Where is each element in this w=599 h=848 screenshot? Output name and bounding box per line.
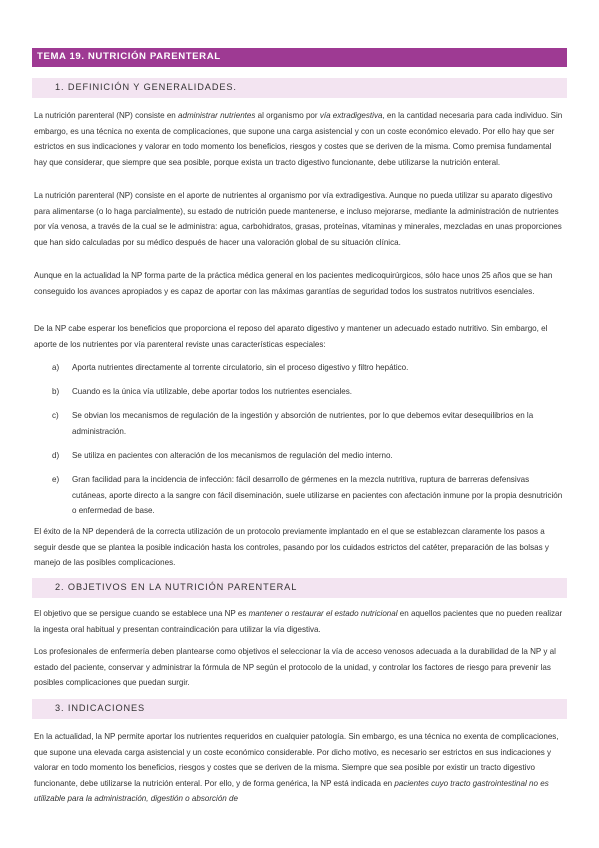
paragraph-np-description: La nutrición parenteral (NP) consiste en el aporte de nutrientes al organismo por vía extradigestiva. Aunque no pueda utilizar su aparato digestivo para alimentarse (o lo haga parcialmente), su estado de nutrición puede mantenerse, e incluso mejorarse, mediante la administración de nutrientes por vía venosa, a través de la cual se le administra: agua, carbohidratos, grasas, proteínas, vitaminas y minerales, mezcladas en unas proporciones que han sido calculadas por su médico después de hacer una valoración global de su situación clínica.	[34, 191, 562, 247]
paragraph-objective: El objetivo que se persigue cuando se establece una NP es mantener o restaurar el estado nutricional en aquellos pacientes que no pueden realizar la ingesta oral habitual y presentan contraindicación para utilizar la vía digestiva.	[34, 609, 563, 634]
list-marker: d)	[52, 451, 60, 460]
list-item	[52, 472, 564, 519]
list-item-text: Se utiliza en pacientes con alteración de los mecanismos de regulación del medio interno.	[72, 451, 393, 460]
list-marker: b)	[52, 387, 60, 396]
paragraph-indications: En la actualidad, la NP permite aportar los nutrientes requeridos en cualquier patología. Sin embargo, es una técnica no exenta de complicaciones, que supone una elevada carga asistencial y un coste económico considerable. Por dicho motivo, es necesario ser estrictos en sus indicaciones y valorar en todo momento los beneficios, riesgos y costes que se deriven de la misma. Siempre que sea posible por existir un tracto digestivo funcionante, debe utilizarse la nutrición enteral. Por ello, y de forma genérica, la NP está indicada en pacientes cuyo tracto gastrointestinal no es utilizable para la administración, digestión o absorción de	[34, 732, 559, 804]
section-title: 2. OBJETIVOS EN LA NUTRICIÓN PARENTERAL	[55, 582, 298, 592]
section-header-3	[32, 699, 567, 719]
section-title: 3. INDICACIONES	[55, 703, 146, 713]
paragraph-definition: La nutrición parenteral (NP) consiste en administrar nutrientes al organismo por vía extradigestiva, en la cantidad necesaria para cada individuo. Sin embargo, es una técnica no exenta de complicaciones, que supone una carga asistencial y con un coste económico elevado. Por ello hay que ser estrictos en sus indicaciones y valorar en todo momento los beneficios, riesgos y costes que se deriven de la misma. Como premisa fundamental hay que considerar, que siempre que sea posible, porque exista un tracto digestivo funcionante, debe utilizarse la nutrición enteral.	[34, 111, 563, 167]
section-header-1	[32, 78, 567, 98]
chapter-header-bar	[32, 48, 567, 67]
list-marker: e)	[52, 475, 60, 484]
emphasis-text: mantener o restaurar el estado nutricional	[248, 609, 398, 618]
emphasis-text: pacientes cuyo tracto gastrointestinal no es utilizable para la administración, digestión o absorción de	[34, 778, 549, 804]
paragraph-benefits: De la NP cabe esperar los beneficios que proporciona el reposo del aparato digestivo y mantener un adecuado estado nutritivo. Sin embargo, el aporte de los nutrientes por vía parenteral reviste unas características especiales:	[34, 324, 548, 349]
list-item-text: Aporta nutrientes directamente al torrente circulatorio, sin el proceso digestivo y filtro hepático.	[72, 363, 409, 372]
chapter-title: TEMA 19. NUTRICIÓN PARENTERAL	[37, 51, 221, 62]
list-marker: c)	[52, 411, 59, 420]
list-item	[52, 360, 564, 376]
emphasis-text: vía extradigestiva	[319, 111, 383, 120]
list-item-text: Cuando es la única vía utilizable, debe aportar todos los nutrientes esenciales.	[72, 387, 353, 396]
list-item-text: Gran facilidad para la incidencia de infección: fácil desarrollo de gérmenes en la mezcla nutritiva, ruptura de barreras defensivas cutáneas, aporte directo a la sangre con fácil diseminación, suele utilizarse en pacientes con afectación inmune por la propia desnutrición o enfermedad de base.	[72, 475, 563, 516]
paragraph-history: Aunque en la actualidad la NP forma parte de la práctica médica general en los pacientes medicoquirúrgicos, sólo hace unos 25 años que se han conseguido los avances apropiados y es capaz de aportar con las máximas garantías de seguridad todos los sustratos nutritivos esenciales.	[34, 271, 553, 296]
emphasis-text: administrar nutrientes	[178, 111, 256, 120]
list-item-text: Se obvian los mecanismos de regulación de la ingestión y absorción de nutrientes, por lo que debemos evitar desequilibrios en la administración.	[72, 411, 534, 436]
list-item	[52, 384, 564, 400]
section-header-2	[32, 578, 567, 598]
list-marker: a)	[52, 363, 60, 372]
section-title: 1. DEFINICIÓN Y GENERALIDADES.	[55, 82, 237, 92]
list-item	[52, 448, 564, 464]
paragraph-nursing: Los profesionales de enfermería deben plantearse como objetivos el seleccionar la vía de acceso venosos adecuada a la durabilidad de la NP y al estado del paciente, conservar y administrar la fórmula de NP según el protocolo de la unidad, y controlar los factores de riesgo para prevenir las posibles complicaciones que puedan surgir.	[34, 647, 556, 688]
list-item	[52, 408, 564, 439]
paragraph-success: El éxito de la NP dependerá de la correcta utilización de un protocolo previamente implantado en el que se establezcan claramente los pasos a seguir desde que se plantea la posible indicación hasta los controles, pasando por los cuidados estrictos del catéter, preparación de las bolsas y manejo de las posibles complicaciones.	[34, 527, 549, 568]
